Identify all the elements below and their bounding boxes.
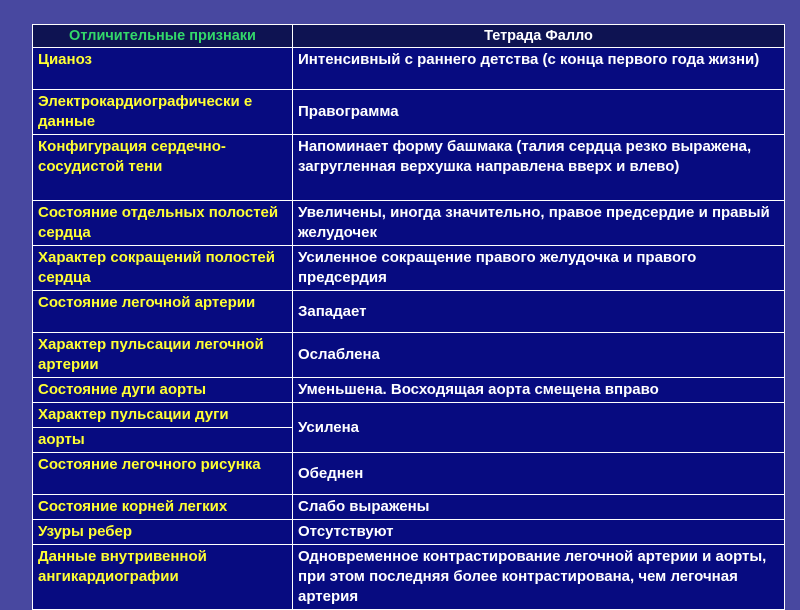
row-value: Правограмма bbox=[293, 90, 785, 135]
header-features: Отличительные признаки bbox=[33, 25, 293, 48]
row-label: Цианоз bbox=[33, 48, 293, 90]
row-label: Электрокардиографически е данные bbox=[33, 90, 293, 135]
row-value: Интенсивный с раннего детства (с конца первого года жизни) bbox=[293, 48, 785, 90]
row-value: Слабо выражены bbox=[293, 495, 785, 520]
row-value: Напоминает форму башмака (талия сердца резко выражена, загругленная верхушка направлена вверх и влево) bbox=[293, 135, 785, 201]
row-label: Характер пульсации легочной артерии bbox=[33, 333, 293, 378]
row-label: Состояние дуги аорты bbox=[33, 378, 293, 403]
comparison-table-container bbox=[32, 24, 784, 605]
table-row bbox=[33, 246, 785, 291]
row-label: Характер пульсации дуги bbox=[33, 403, 293, 428]
row-value: Усиленное сокращение правого желудочка и правого предсердия bbox=[293, 246, 785, 291]
row-value: Отсутствуют bbox=[293, 520, 785, 545]
row-label: Данные внутривенной ангикардиографии bbox=[33, 545, 293, 610]
row-label: Состояние корней легких bbox=[33, 495, 293, 520]
table-header-row bbox=[33, 25, 785, 48]
comparison-table bbox=[32, 24, 785, 610]
row-value: Усилена bbox=[293, 403, 785, 453]
row-label: Состояние отдельных полостей сердца bbox=[33, 201, 293, 246]
table-row bbox=[33, 291, 785, 333]
table-row bbox=[33, 135, 785, 201]
row-value: Уменьшена. Восходящая аорта смещена вправо bbox=[293, 378, 785, 403]
header-tetralogy-fallot: Тетрада Фалло bbox=[293, 25, 785, 48]
row-label-continuation: аорты bbox=[33, 428, 293, 453]
table-row bbox=[33, 520, 785, 545]
table-row bbox=[33, 495, 785, 520]
row-value: Увеличены, иногда значительно, правое предсердие и правый желудочек bbox=[293, 201, 785, 246]
row-label: Конфигурация сердечно-сосудистой тени bbox=[33, 135, 293, 201]
table-row bbox=[33, 48, 785, 90]
row-value: Западает bbox=[293, 291, 785, 333]
row-label: Узуры ребер bbox=[33, 520, 293, 545]
row-value: Ослаблена bbox=[293, 333, 785, 378]
table-row bbox=[33, 378, 785, 403]
table-row bbox=[33, 201, 785, 246]
row-label: Характер сокращений полостей сердца bbox=[33, 246, 293, 291]
row-label: Состояние легочной артерии bbox=[33, 291, 293, 333]
row-value: Одновременное контрастирование легочной артерии и аорты, при этом последняя более контрастирована, чем легочная артерия bbox=[293, 545, 785, 610]
row-label: Состояние легочного рисунка bbox=[33, 453, 293, 495]
table-row bbox=[33, 403, 785, 428]
table-row bbox=[33, 90, 785, 135]
row-value: Обеднен bbox=[293, 453, 785, 495]
table-row bbox=[33, 453, 785, 495]
table-row bbox=[33, 333, 785, 378]
